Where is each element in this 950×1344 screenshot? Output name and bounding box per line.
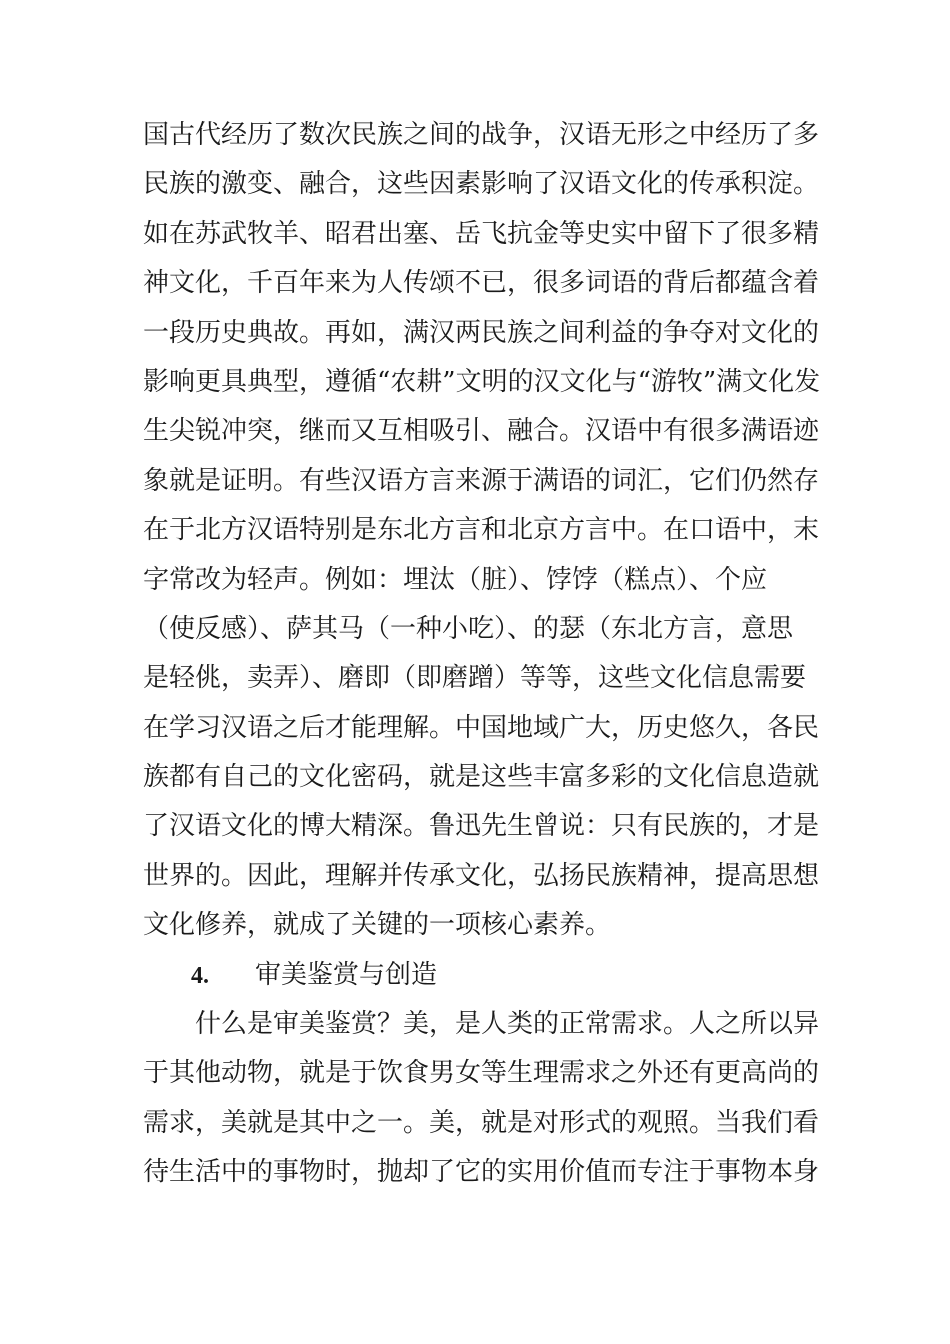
- text-line: 在学习汉语之后才能理解。中国地域广大，历史悠久，各民: [143, 712, 820, 743]
- text-line: 文化修养，就成了关键的一项核心素养。: [143, 910, 612, 941]
- text-line: 是轻佻，卖弄）、磨即（即磨蹭）等等，这些文化信息需要: [143, 663, 807, 694]
- text-line: （使反感）、萨其马（一种小吃）、的瑟（东北方言，意思: [143, 613, 794, 644]
- paragraph-history: [143, 111, 823, 951]
- text-line: 神文化，千百年来为人传颂不已，很多词语的背后都蕴含着: [143, 268, 820, 299]
- section-heading: [143, 951, 823, 1000]
- text-line: 影响更具典型，遵循“农耕”文明的汉文化与“游牧”满文化发: [143, 366, 821, 397]
- text-line: 了汉语文化的博大精深。鲁迅先生曾说：只有民族的，才是: [143, 811, 820, 842]
- text-line: 象就是证明。有些汉语方言来源于满语的词汇，它们仍然存: [143, 465, 820, 496]
- text-line: 国古代经历了数次民族之间的战争，汉语无形之中经历了多: [143, 120, 820, 150]
- section-title: 审美鉴赏与创造: [255, 959, 438, 990]
- text-line: 于其他动物，就是于饮食男女等生理需求之外还有更高尚的: [143, 1058, 820, 1089]
- text-line: 待生活中的事物时，抛却了它的实用价值而专注于事物本身: [143, 1157, 820, 1188]
- text-line: 生尖锐冲突，继而又互相吸引、融合。汉语中有很多满语迹: [143, 416, 820, 447]
- text-line: 需求，美就是其中之一。美，就是对形式的观照。当我们看: [143, 1107, 820, 1138]
- paragraph-aesthetics: [143, 1000, 823, 1198]
- text-line: 一段历史典故。再如，满汉两民族之间利益的争夺对文化的: [143, 317, 820, 348]
- text-line: 世界的。因此，理解并传承文化，弘扬民族精神，提高思想: [143, 860, 820, 891]
- section-number: 4.: [191, 962, 209, 989]
- text-line: 如在苏武牧羊、昭君出塞、岳飞抗金等史实中留下了很多精: [143, 218, 820, 249]
- text-line: 什么是审美鉴赏？美，是人类的正常需求。人之所以异: [195, 1009, 820, 1040]
- body-text: [143, 111, 823, 1198]
- text-line: 民族的激变、融合，这些因素影响了汉语文化的传承积淀。: [143, 169, 820, 200]
- text-line: 在于北方汉语特别是东北方言和北京方言中。在口语中，末: [143, 515, 820, 546]
- text-line: 族都有自己的文化密码，就是这些丰富多彩的文化信息造就: [143, 762, 820, 793]
- text-line: 字常改为轻声。例如：埋汰（脏）、饽饽（糕点）、个应: [143, 564, 768, 595]
